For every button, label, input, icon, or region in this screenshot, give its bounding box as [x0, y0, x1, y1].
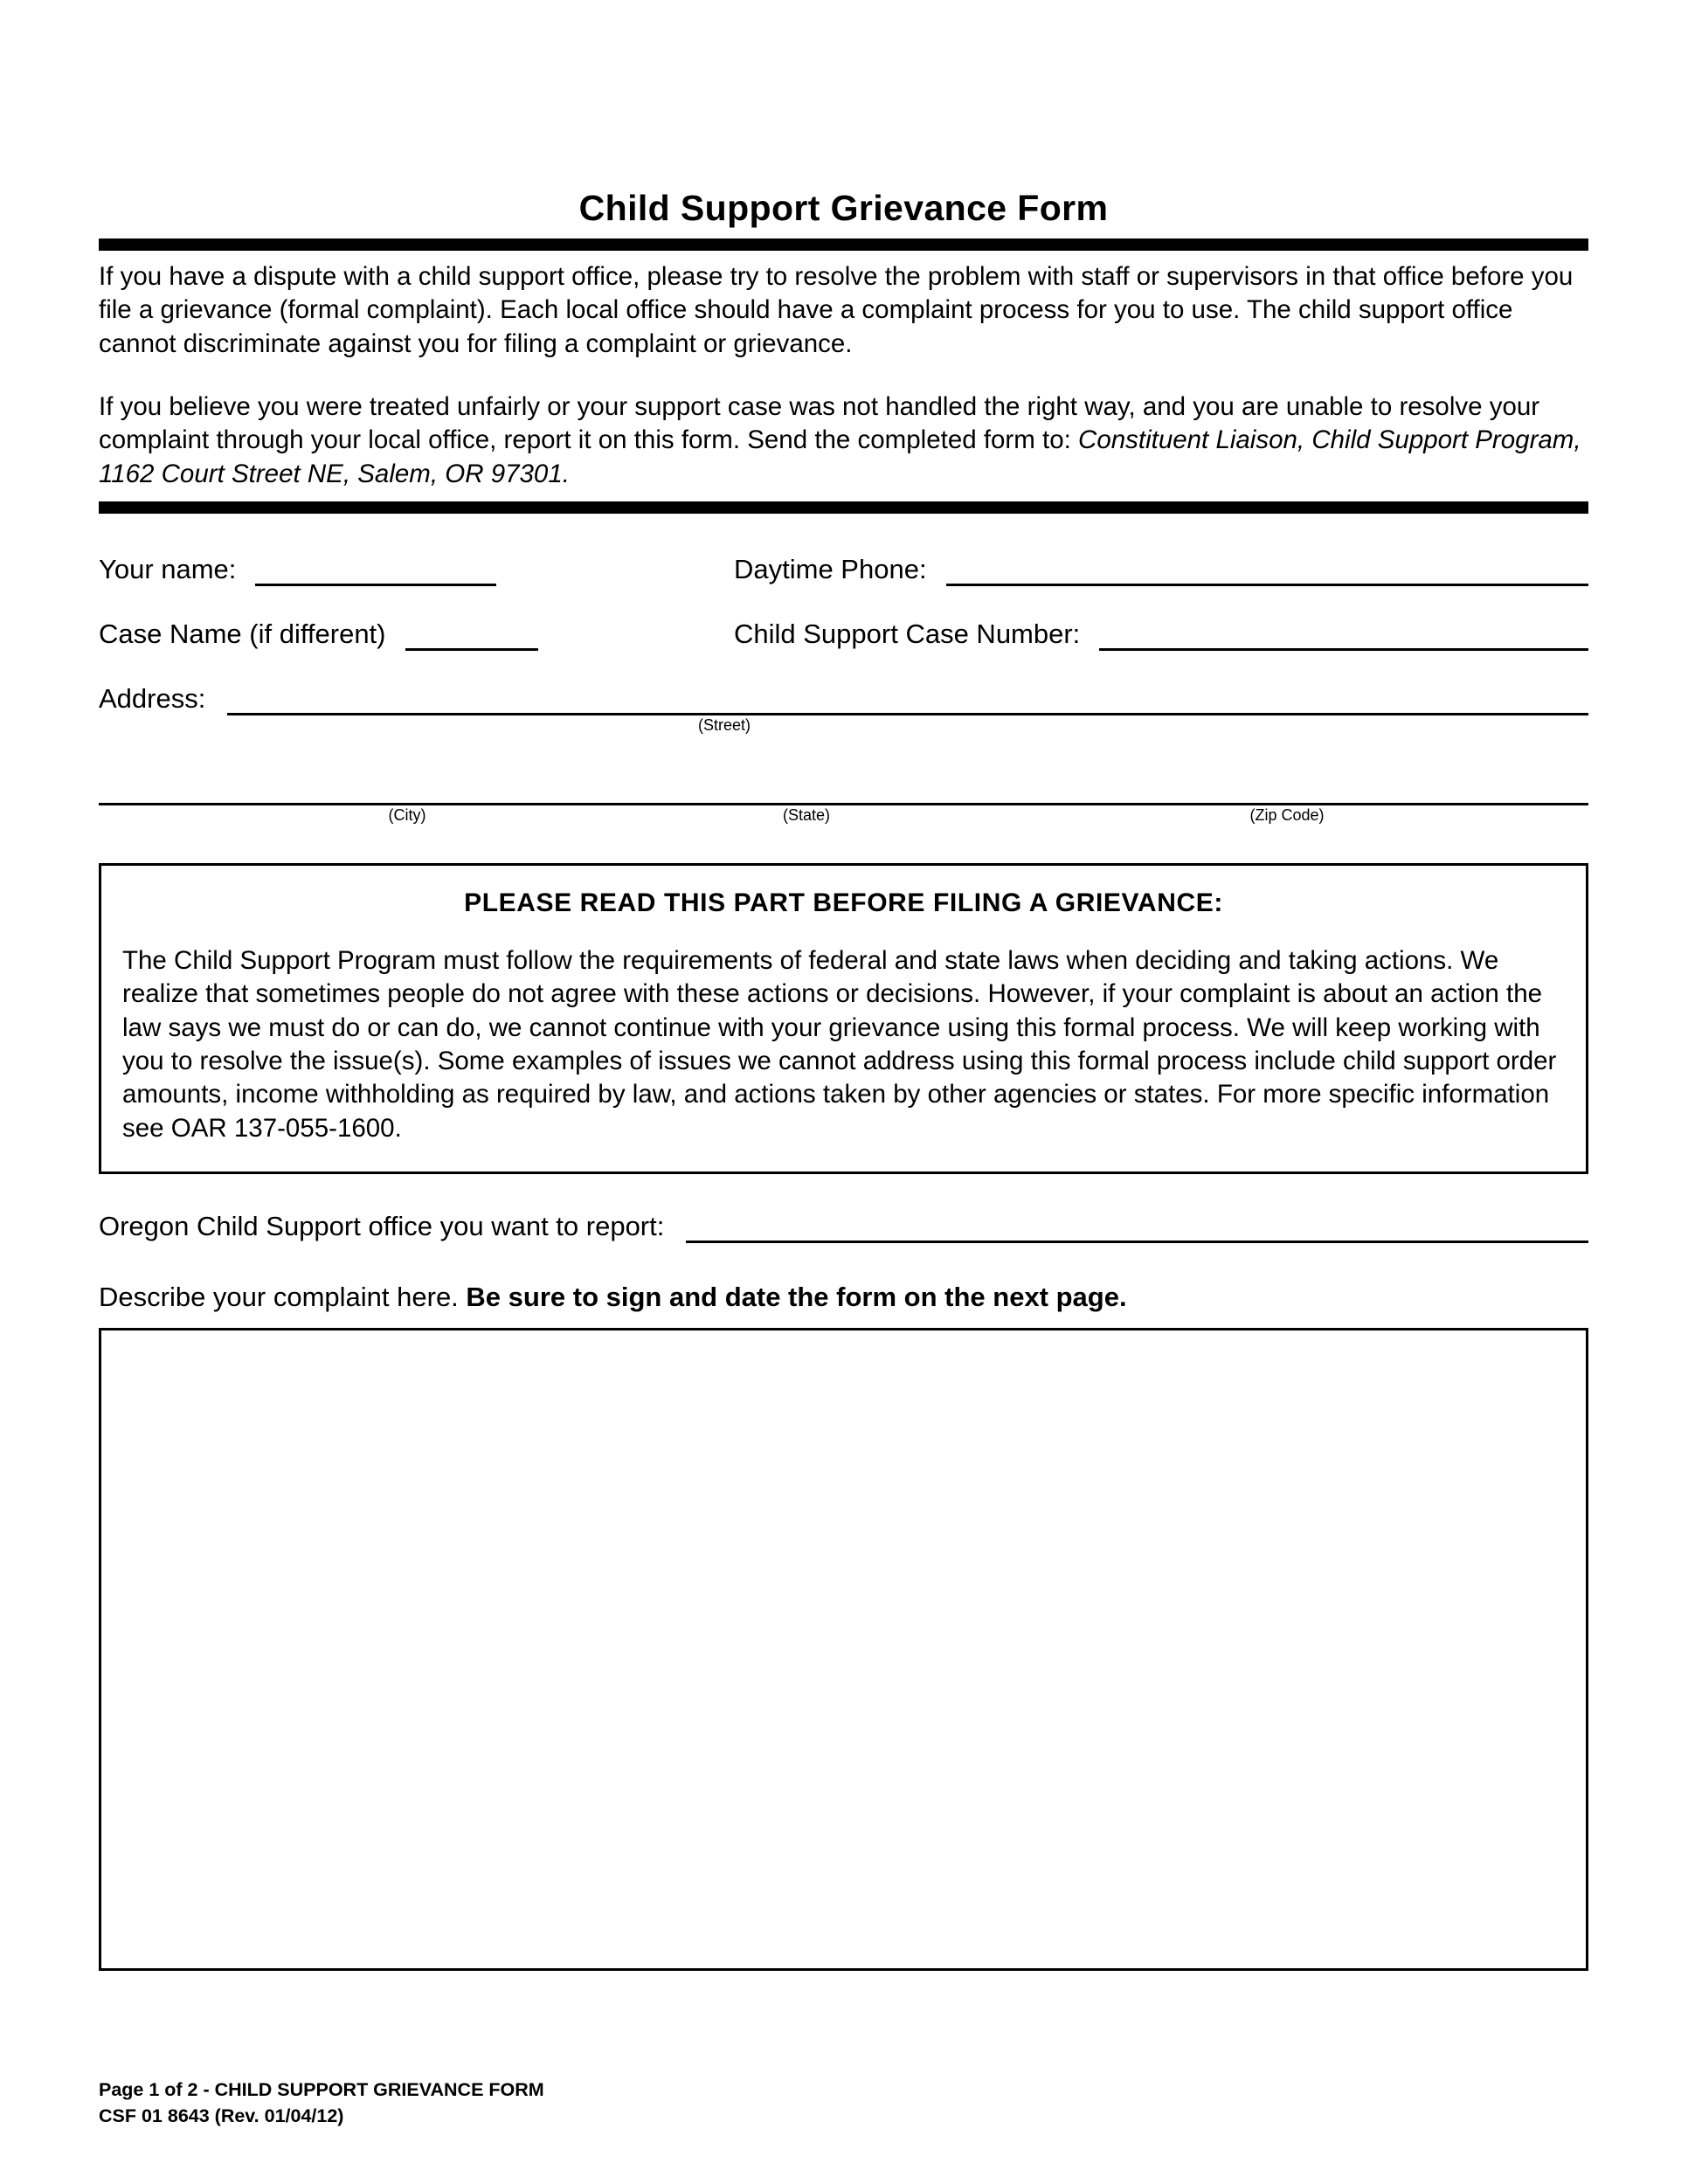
intro-paragraph-1: If you have a dispute with a child support office, please try to resolve the problem with staff or supervisors in that office before you file a grievance (formal complaint). Each local office should have a complaint process for you to use. The child support office cannot discriminate against you for filing a complaint or grievance.: [99, 262, 1574, 358]
complaint-instruction: [99, 1282, 1588, 1313]
caption-city: (City): [388, 806, 426, 825]
case-name-label: Case Name (if different): [99, 619, 386, 650]
case-name-input[interactable]: [405, 619, 538, 651]
field-case-name: [99, 619, 734, 651]
field-daytime-phone: [734, 554, 1588, 586]
notice-body: The Child Support Program must follow the requirements of federal and state laws when deciding and taking actions. We realize that sometimes people do not agree with these actions or decisions. However, if your complaint is about an action the law says we must do or can do, we cannot continue with your grievance using this formal process. We will keep working with you to resolve the issue(s). Some examples of issues we cannot address using this formal process include child support order amounts, income withholding as required by law, and actions taken by other agencies or states. For more specific information see OAR 137-055-1600.: [122, 946, 1557, 1143]
intro-paragraph-2: [99, 390, 1588, 491]
your-name-label: Your name:: [99, 554, 237, 585]
complaint-instruction-bold: Be sure to sign and date the form on the next page.: [466, 1282, 1127, 1313]
footer-line-2: CSF 01 8643 (Rev. 01/04/12): [99, 2105, 344, 2126]
field-case-number: [734, 619, 1588, 651]
page-footer: [99, 2077, 544, 2129]
your-name-input[interactable]: [255, 554, 496, 586]
address-street-row: [99, 683, 1588, 715]
notice-heading: PLEASE READ THIS PART BEFORE FILING A GRIEVANCE:: [464, 888, 1223, 918]
applicant-fields: [99, 554, 1588, 830]
complaint-instruction-regular: Describe your complaint here.: [99, 1282, 467, 1313]
address-street-input[interactable]: [227, 683, 1588, 715]
report-office-input[interactable]: [686, 1214, 1588, 1243]
daytime-phone-label: Daytime Phone:: [734, 554, 927, 585]
notice-box: [99, 863, 1588, 1174]
field-row-casename-casenumber: [99, 619, 1588, 651]
case-number-label: Child Support Case Number:: [734, 619, 1081, 650]
page-title: Child Support Grievance Form: [578, 188, 1109, 228]
address-label: Address:: [99, 683, 206, 715]
caption-state: (State): [782, 806, 831, 825]
report-office-label: Oregon Child Support office you want to report:: [99, 1211, 665, 1242]
intro-paragraph-2-lead: If you believe you were treated unfairly or your support case was not handled the right way, and you are unable to resolve your complaint through your local office, report it on this form. Send the completed form to:: [99, 392, 1540, 455]
divider-intro-bottom: [99, 501, 1588, 514]
caption-street: (Street): [697, 716, 751, 735]
report-office-row: [99, 1213, 1588, 1243]
field-your-name: [99, 554, 734, 586]
complaint-textarea[interactable]: [99, 1328, 1588, 1971]
address-csz-caption-row: [99, 805, 1588, 830]
divider-top: [99, 238, 1588, 251]
footer-line-1: Page 1 of 2 - CHILD SUPPORT GRIEVANCE FORM: [99, 2079, 544, 2100]
form-content: [99, 0, 1588, 1971]
caption-zip-code: (Zip Code): [1249, 806, 1325, 825]
daytime-phone-input[interactable]: [946, 554, 1588, 586]
field-row-name-phone: [99, 554, 1588, 586]
address-street-caption-row: [99, 715, 1588, 740]
mailing-address: Constituent Liaison, Child Support Program, 1162 Court Street NE, Salem, OR 97301.: [99, 425, 1581, 488]
address-block: [99, 683, 1588, 830]
case-number-input[interactable]: [1099, 619, 1588, 651]
